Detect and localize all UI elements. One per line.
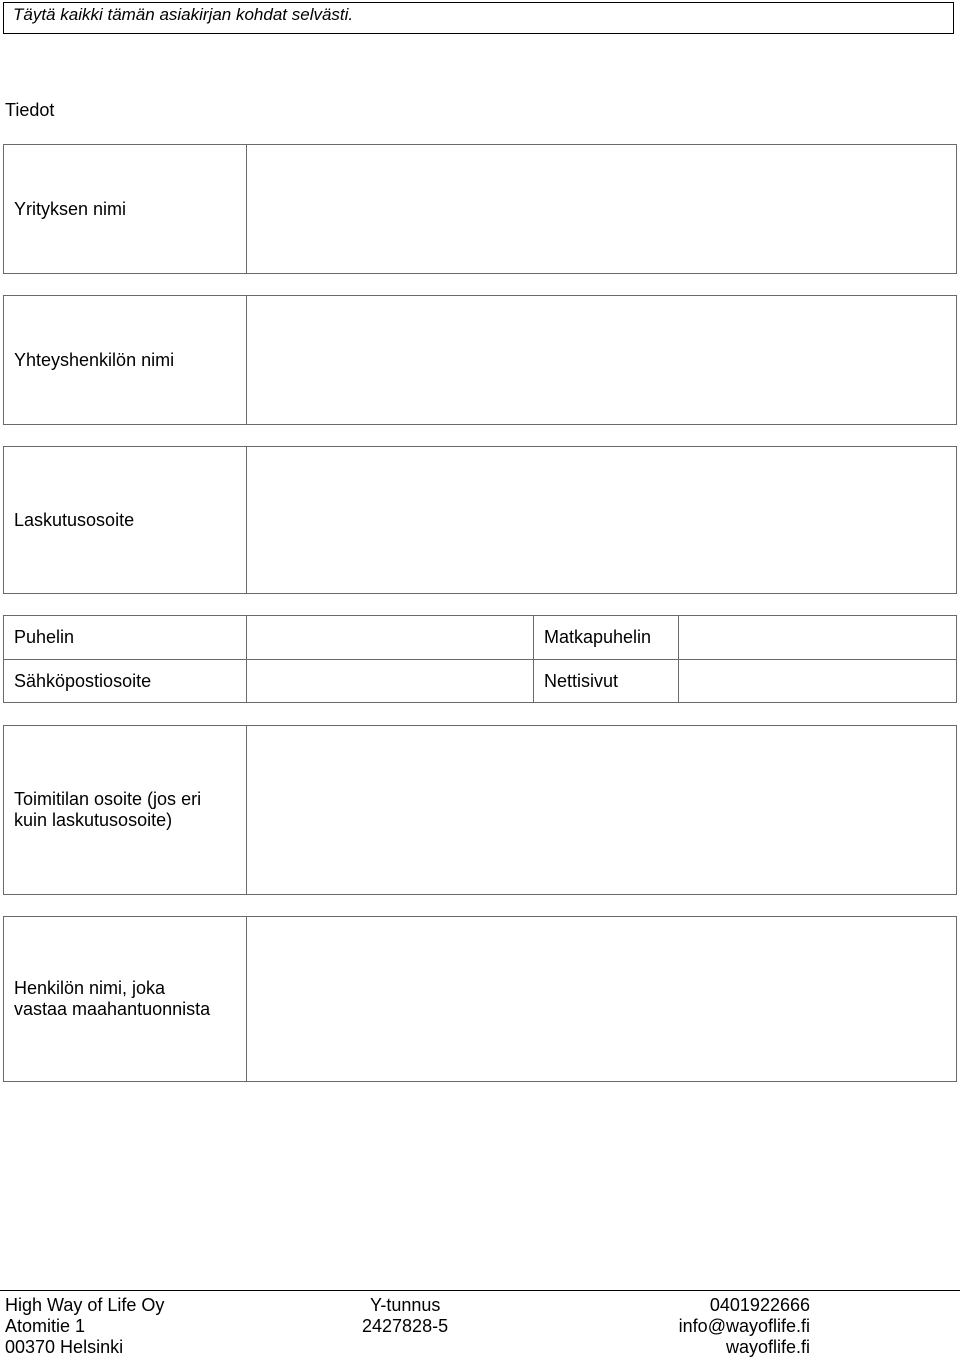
company-name-row	[3, 144, 957, 274]
import-responsible-label: Henkilön nimi, joka vastaa maahantuonnista	[4, 917, 247, 1081]
contact-name-label: Yhteyshenkilön nimi	[4, 296, 247, 424]
import-responsible-row	[3, 916, 957, 1082]
website-label: Nettisivut	[544, 670, 619, 691]
form-instruction	[3, 2, 954, 34]
footer-website: wayoflife.fi	[725, 1337, 810, 1357]
footer-business-id-label: Y-tunnus	[370, 1295, 441, 1315]
footer-postal-address: 00370 Helsinki	[5, 1337, 124, 1357]
mobile-field[interactable]	[679, 616, 955, 659]
billing-address-field[interactable]	[247, 447, 956, 593]
company-name-label: Yrityksen nimi	[4, 145, 247, 273]
contact-name-row	[3, 295, 957, 425]
section-title: Tiedot	[5, 100, 55, 120]
delivery-address-field[interactable]	[247, 726, 956, 894]
contact-details-grid	[3, 615, 957, 703]
footer-company-name: High Way of Life Oy	[5, 1295, 165, 1315]
footer-phone: 0401922666	[709, 1295, 810, 1315]
form-instruction-text: Täytä kaikki tämän asiakirjan kohdat selvästi.	[13, 5, 354, 24]
mobile-label: Matkapuhelin	[544, 627, 652, 647]
phone-label: Puhelin	[14, 627, 75, 647]
footer-business-id: 2427828-5	[362, 1316, 449, 1336]
email-label: Sähköpostiosoite	[14, 670, 152, 691]
phone-field[interactable]	[247, 616, 533, 659]
contact-name-field[interactable]	[247, 296, 956, 424]
email-field[interactable]	[247, 660, 533, 702]
billing-address-row	[3, 446, 957, 594]
footer-email: info@wayoflife.fi	[678, 1316, 810, 1336]
footer-divider	[0, 1290, 960, 1291]
import-responsible-field[interactable]	[247, 917, 956, 1081]
delivery-address-row	[3, 725, 957, 895]
delivery-address-label: Toimitilan osoite (jos eri kuin laskutusosoite)	[4, 726, 247, 894]
company-name-field[interactable]	[247, 145, 956, 273]
website-field[interactable]	[679, 660, 955, 702]
footer-street-address: Atomitie 1	[5, 1316, 86, 1336]
billing-address-label: Laskutusosoite	[4, 447, 247, 593]
